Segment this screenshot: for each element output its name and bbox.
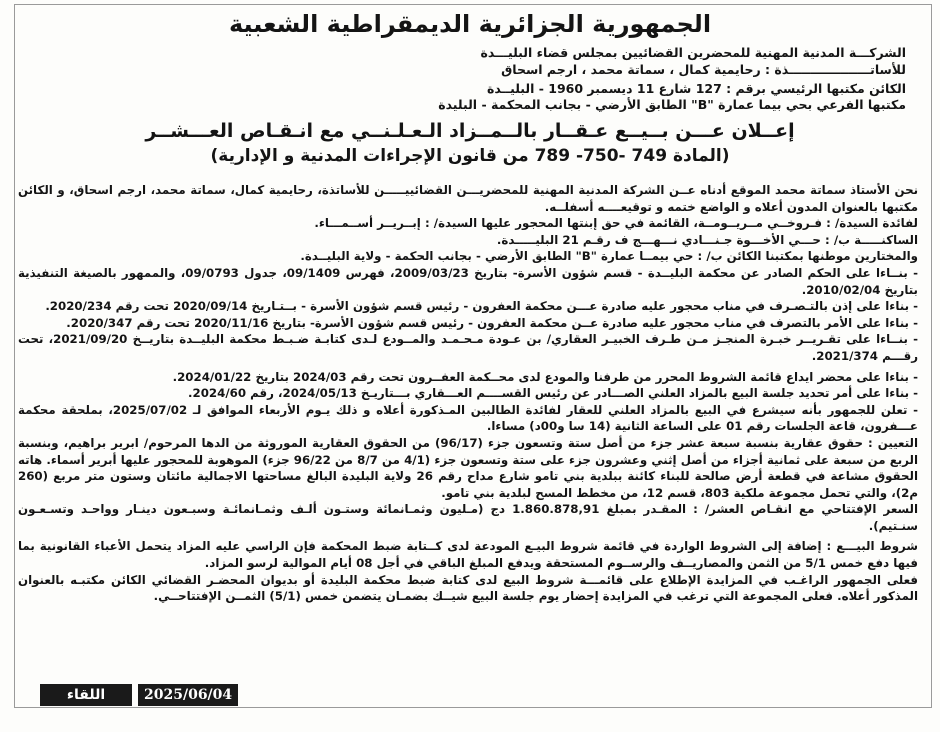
basis-conditions-list: - بناءا على محضر ايداع قائمة الشروط المحرر من طرفنا والمودع لدى محــكمة العفــرون تحت رقم 2024/03 بتاريخ 2024/01/22. bbox=[172, 369, 918, 384]
auction-announcement: - تعلن للجمهور بأنه سيشرع في البيع بالمزاد العلني للعقار لفائدة الطالبين المـذكورة أعلاه و ذلك يـوم الأربعاء الموافق لـ 2025/07/02، بملحقة محكمة عـــفرون، قاعة الجلسات رقم 01 على الساعة الثانية (14 سا و00د) مساءا. bbox=[18, 402, 918, 434]
publication-footer bbox=[40, 684, 240, 706]
ad-subtitle: (المادة 749 -750- 789 من قانون الإجراءات المدنية و الإدارية) bbox=[210, 146, 730, 166]
bailiff-statement: نحن الأستاذ سماتة محمد الموقع أدناه عــن الشركة المدنية المهنية للمحضريـــن القضائييـــــن للأساتذة، رحايمية كمال، سماتة محمد، ارجم اسحاق، و الكائن مكتبها بالعنوان المدون أعلاه و الواضع ختمه و توقيعــــه أسفلــه. bbox=[18, 183, 918, 214]
public-instructions: فعلى الجمهور الراغـب في المزايدة الإطلاع على قائمـــة شروط البيع لدى كتابة ضبط محكمة البليدة أو بديوان المحضـر القضائي الكائن مكتبـه بالعنوان المذكور أعلاه. فعلى المجموعة التي ترغب في المزايدة إحضار يوم جلسة البيع شيــك بضمـان يتضمن خمس (5/1) الثمــن الإفتتاحــي. bbox=[18, 572, 918, 604]
basis-order: - بناءا على الأمر بالتصرف في مناب محجور عليه صادرة عــن محكمة العفرون - رئيس قسم شؤون الأسرة- بتاريخ 2020/11/16 تحت رقم 2020/347. bbox=[66, 315, 918, 330]
beneficiary: لفائدة السيدة/ : فـروخــي مــريــومــة، القائمة في حق إبنتها المحجور عليها السيدة/ : إبــريــر أســمـــاء. bbox=[314, 216, 918, 231]
republic-title: الجمهورية الجزائرية الديمقراطية الشعبية bbox=[228, 10, 712, 38]
basis-expert-report: - بنــاءا على تقـريــر خبـرة المنجـز مـن طـرف الخبيـر العقاري/ بن عـودة مـحـمـد والمــودع لـدى كتابـة ضـبـط محكمة البليــدة بتاريــخ 2021/09/20، تحت رقـــم 2021/374. bbox=[18, 332, 918, 363]
branch-office-address: مكتبها الفرعي بحي بيما عمارة "B" الطابق الأرضي - بجانب المحكمة - البليدة bbox=[438, 97, 906, 112]
publication-date: 2025/06/04 bbox=[138, 684, 238, 706]
elected-domicile: والمختارين موطنها بمكتبنا الكائن ب/ : حي بيمــا عمارة "B" الطابق الأرضي - بجانب الحكمة - ولاية البليــدة. bbox=[300, 249, 918, 264]
main-office-address: الكائن مكتبها الرئيسي برقم : 127 شارع 11 ديسمبر 1960 - البليــدة bbox=[486, 81, 906, 96]
newspaper-name: اللقاء bbox=[40, 684, 132, 706]
ad-title: إعــلان عـــن بــيــع عـقــار بالــمــزاد الـعـلـنــي مع انـقـاص العـــشــر bbox=[145, 120, 795, 142]
basis-permission: - بناءا على إذن بالتـصـرف في مناب محجور عليه صادرة عـــن محكمة العفرون - رئيس قسم شؤون الأسرة - بــتـاريخ 2020/09/14 تحت رقم 2020/234. bbox=[45, 299, 918, 314]
sale-conditions: شروط البيـــع : إضافة إلى الشروط الواردة في قائمة شروط البيـع المودعة لدى كــتابة ضبط المحكمة فإن الراسي عليه المزاد يتحمل الأعباء القانونية بما فيها دفع خمس 5/1 من الثمن والمصاريــف والرســوم المستحقة ويدفع المبلغ الباقي في أجل 08 أيام الموالية لرسو المزاد. bbox=[18, 539, 918, 571]
property-description: التعيين : حقوق عقارية بنسبة سبعة عشر جزء من أصل ستة وتسعون جزء (96/17) من الحقوق العقارية الموروثة من الدها المرحوم/ ابرير براهيم، وبنسبة الربع من سبعة على ثمانية أجزاء من أصل إثني وعشرون جزء على ستة وتسعون جزء (4/1 من 8/7 من 96/22 جزء) الموهوبة للمحجور عليها أبرير أسماء. هاته الحقوق مشاعة في قطعة أرض صالحة للبناء كائنة ببلدية بني تامو شارع مداح رقم 26 ولاية البليدة البالغ مساحتها الاجمالية مائتان وستون متر مربع (260 م2)، والتي تحمل مجموعة ملكية 803، قسم 12، من مخطط المسح لبلدية بني تامو. bbox=[18, 435, 918, 500]
company-members: للأساتـــــــــــــــــــذة : رحايمية كمال ، سماتة محمد ، ارجم اسحاق bbox=[501, 62, 906, 77]
beneficiary-address: الساكنـــــة ب/ : حـــي الأخـــوة جـنـــادي نـــهـــج ف رقـم 21 البليـــــدة. bbox=[496, 232, 918, 247]
basis-session-order: - بناءا على أمر تحديد جلسة البيع بالمزاد العلني الصـــادر عن رئيس القســــم العـــقاري بـــتاريـخ 2024/05/13، رقم 2024/60. bbox=[188, 386, 918, 401]
opening-price: السعر الإفتتاحي مع انقـاص العشر/ : المقـدر بمبلغ 1.860.878,91 دج (مـليون وثمـانمائة وستـون ألـف وثمـانمائـة وسبـعون دينـار وواحـد وتسـعـون سنـتيم). bbox=[18, 502, 918, 533]
company-name: الشركـــة المدنية المهنية للمحضرين القضائيين بمجلس قضاء البليـــدة bbox=[480, 45, 906, 60]
basis-judgment: - بنــاءا على الحكم الصادر عن محكمة البليــدة - قسم شؤون الأسرة- بتاريخ 2009/03/23، فهرس 09/1409، جدول 09/0793، والممهور بالصيغة التنفيذية بتاريخ 2010/02/04. bbox=[18, 265, 918, 297]
notice-body bbox=[18, 182, 918, 605]
